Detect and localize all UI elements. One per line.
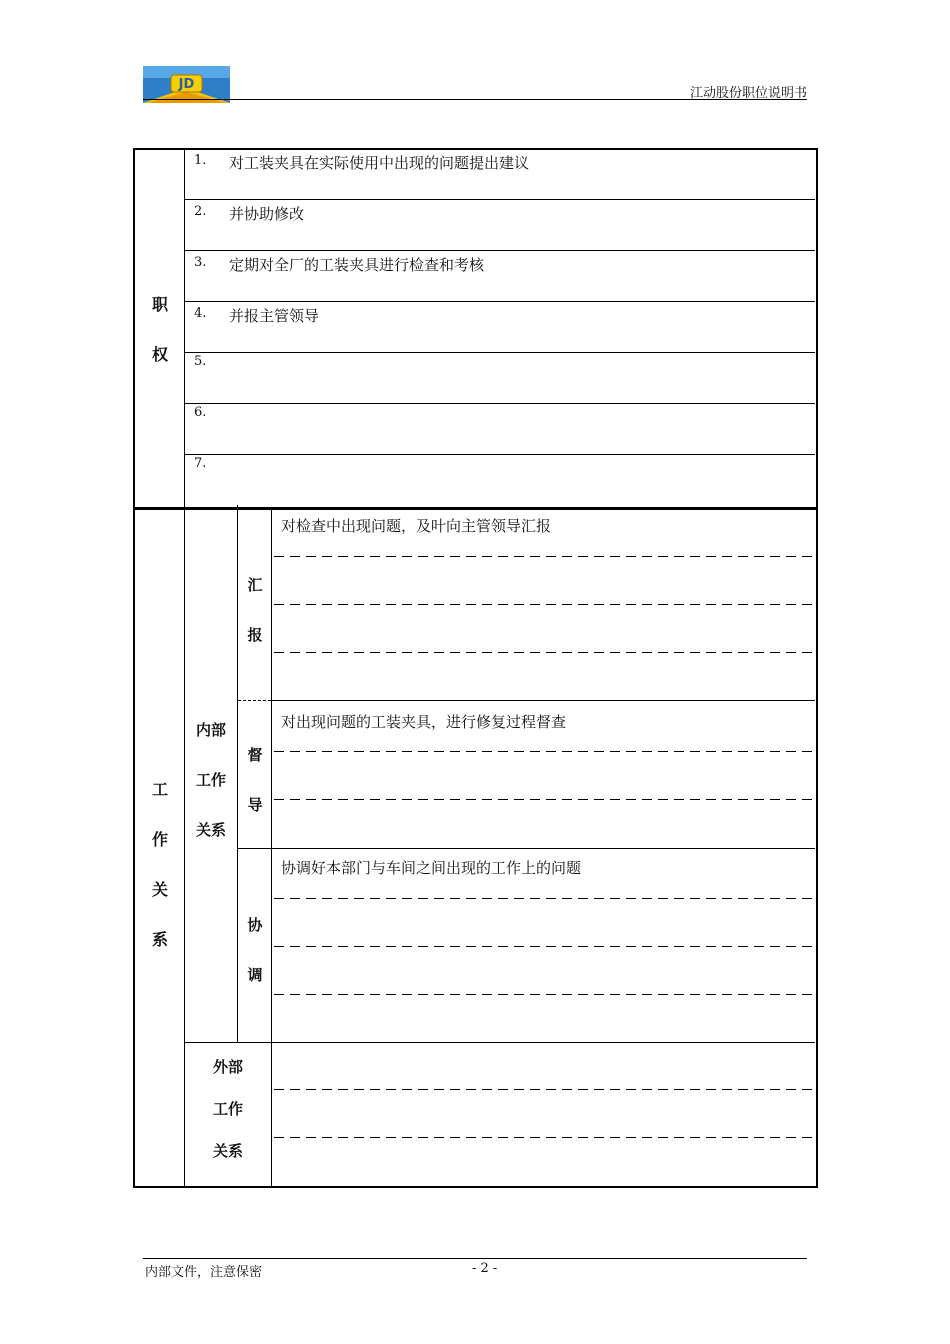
- label-column-divider: [184, 150, 185, 1186]
- subtype-divider: [238, 848, 815, 849]
- report-label: 汇 报: [247, 576, 263, 644]
- authority-row-6-num: 6.: [194, 405, 207, 420]
- authority-row-1-num: 1.: [194, 153, 207, 168]
- job-description-table: [133, 148, 818, 1188]
- writing-line: [274, 994, 814, 995]
- authority-label: 职 权: [151, 295, 168, 364]
- confidential-note: 内部文件，注意保密: [145, 1265, 263, 1280]
- authority-row-2-text: 并协助修改: [229, 205, 305, 223]
- writing-line: [274, 556, 814, 557]
- authority-row-3-num: 3.: [194, 255, 207, 270]
- authority-row-7-num: 7.: [194, 456, 207, 471]
- footer-divider: [143, 1258, 807, 1259]
- coordinate-label: 协 调: [247, 916, 263, 984]
- external-relations-label: 外部 工作 关系: [212, 1058, 243, 1160]
- authority-row-1-text: 对工装夹具在实际使用中出现的问题提出建议: [229, 154, 530, 172]
- writing-line: [274, 751, 814, 752]
- subtype-divider-dashed: [238, 700, 271, 701]
- supervise-text: 对出现问题的工装夹具，进行修复过程督查: [281, 713, 567, 731]
- writing-line: [274, 898, 814, 899]
- work-relations-label: 工 作 关 系: [151, 780, 168, 949]
- writing-line: [274, 652, 814, 653]
- subtype-divider: [271, 700, 815, 701]
- writing-line: [274, 799, 814, 800]
- authority-row-3-text: 定期对全厂的工装夹具进行检查和考核: [229, 256, 485, 274]
- header-title: 江动股份职位说明书: [689, 86, 807, 101]
- writing-line: [274, 1089, 814, 1090]
- company-logo: [143, 66, 230, 103]
- authority-row-5-num: 5.: [194, 354, 207, 369]
- report-text: 对检查中出现问题，及叶向主管领导汇报: [281, 517, 552, 535]
- writing-line: [274, 1137, 814, 1138]
- internal-external-divider: [185, 1042, 815, 1043]
- writing-line: [274, 604, 814, 605]
- authority-row-4-text: 并报主管领导: [229, 307, 320, 325]
- svg-text:JD: JD: [178, 77, 195, 92]
- page-number: - 2 -: [472, 1261, 498, 1276]
- row-divider: [185, 403, 815, 404]
- authority-row-2-num: 2.: [194, 204, 207, 219]
- header-divider: [143, 99, 807, 100]
- authority-row-4-num: 4.: [194, 306, 207, 321]
- supervise-label: 督 导: [247, 746, 263, 814]
- writing-line: [274, 946, 814, 947]
- row-divider: [185, 352, 815, 353]
- row-divider: [185, 199, 815, 200]
- row-divider: [185, 454, 815, 455]
- internal-subtype-divider: [237, 505, 238, 1043]
- internal-relations-label: 内部 工作 关系: [195, 721, 226, 839]
- row-divider: [185, 250, 815, 251]
- row-divider: [185, 301, 815, 302]
- coordinate-text: 协调好本部门与车间之间出现的工作上的问题: [281, 859, 582, 877]
